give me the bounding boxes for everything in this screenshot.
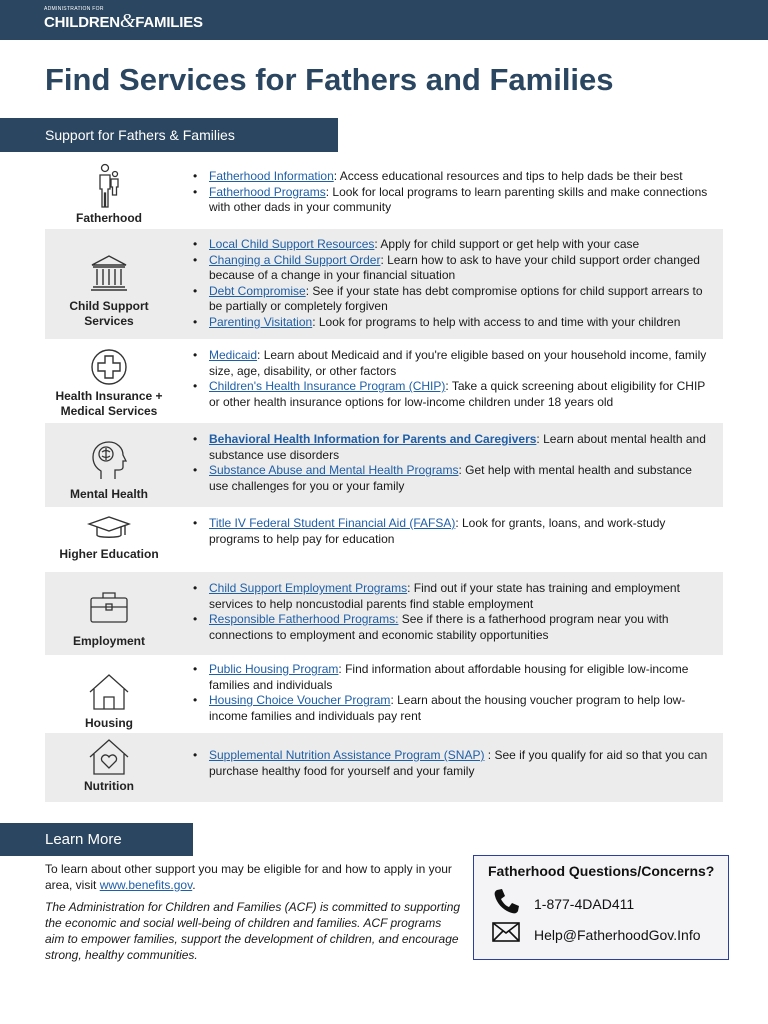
category-row-child-support [45, 229, 723, 339]
house-icon [45, 673, 173, 711]
list-item: • Public Housing Program: Find information about affordable housing for eligible low-income families and individuals [193, 662, 713, 693]
category-row-mental-health [45, 423, 723, 507]
category-row-nutrition [45, 733, 723, 802]
category-links [193, 581, 713, 643]
father-child-icon [45, 163, 173, 209]
list-item: • Responsible Fatherhood Programs: See if there is a fatherhood program near you with connections to employment and economic stability opportunities [193, 612, 713, 643]
list-item: • Supplemental Nutrition Assistance Program (SNAP) : See if you qualify for aid so that you can purchase healthy food for yourself and your family [193, 748, 713, 779]
local-child-support-link[interactable]: Local Child Support Resources [209, 237, 375, 251]
fatherhood-programs-link[interactable]: Fatherhood Programs [209, 184, 326, 199]
list-item: • Housing Choice Voucher Program: Learn about the housing voucher program to help low-income families and individuals pay rent [193, 693, 713, 724]
list-item: • Children's Health Insurance Program (CHIP): Take a quick screening about eligibility for CHIP or other health insurance options for low-income children under 18 years old [193, 379, 713, 410]
parenting-visitation-link[interactable]: Parenting Visitation [209, 314, 313, 329]
debt-compromise-link[interactable]: Debt Compromise [209, 283, 306, 298]
briefcase-icon [45, 590, 173, 624]
medical-cross-icon [45, 347, 173, 387]
category-links [193, 516, 713, 547]
category-label: Health Insurance + Medical Services [55, 389, 163, 418]
medicaid-link[interactable]: Medicaid [209, 348, 258, 362]
category-links [193, 169, 713, 216]
category-row-health [45, 339, 723, 423]
category-links [193, 348, 713, 410]
snap-link[interactable]: Supplemental Nutrition Assistance Program (SNAP) [209, 748, 485, 762]
contact-title: Fatherhood Questions/Concerns? [488, 863, 715, 879]
category-label: Fatherhood [76, 211, 142, 225]
list-item: • Local Child Support Resources: Apply for child support or get help with your case [193, 237, 713, 253]
learn-more-heading: Learn More [0, 823, 193, 856]
employment-programs-link[interactable]: Child Support Employment Programs [209, 581, 408, 595]
house-heart-icon [45, 738, 173, 776]
category-label: Nutrition [84, 779, 134, 793]
category-links [193, 237, 713, 331]
acf-logo[interactable] [44, 6, 203, 32]
category-row-fatherhood [45, 157, 723, 229]
contact-phone[interactable] [492, 888, 634, 919]
fatherhood-information-link[interactable]: Fatherhood Information [209, 169, 334, 183]
category-row-higher-education [45, 507, 723, 572]
list-item: • Behavioral Health Information for Parents and Caregivers: Learn about mental health and substance use disorders [193, 432, 713, 463]
phone-number[interactable]: 1-877-4DAD411 [534, 895, 635, 912]
list-item: • Medicaid: Learn about Medicaid and if you're eligible based on your household income, family size, age, disability, or other factors [193, 348, 713, 379]
list-item: • Debt Compromise: See if your state has debt compromise options for child support arrears to be partially or completely forgiven [193, 284, 713, 315]
behavioral-health-link[interactable]: Behavioral Health Information for Parents and Caregivers [209, 432, 537, 446]
category-label: Employment [72, 634, 145, 648]
phone-icon [492, 888, 520, 919]
category-label: Child Support Services [69, 299, 149, 328]
services-table [45, 157, 723, 802]
envelope-icon [492, 922, 520, 947]
graduation-cap-icon [45, 515, 173, 543]
category-links [193, 662, 713, 724]
learn-more-paragraph: To learn about other support you may be eligible for and how to apply in your area, visit www.benefits.gov. [45, 862, 452, 892]
category-label: Higher Education [59, 547, 159, 561]
list-item: • Title IV Federal Student Financial Aid (FAFSA): Look for grants, loans, and work-study programs to help pay for education [193, 516, 713, 547]
support-section-heading: Support for Fathers & Families [0, 118, 338, 152]
learn-more-text [45, 861, 463, 963]
samhsa-programs-link[interactable]: Substance Abuse and Mental Health Programs [209, 463, 459, 478]
list-item: • Fatherhood Information: Access educational resources and tips to help dads be their best [193, 169, 713, 185]
category-row-employment [45, 572, 723, 655]
responsible-fatherhood-link[interactable]: Responsible Fatherhood Programs: [209, 612, 399, 627]
top-banner [0, 0, 768, 40]
benefits-gov-link[interactable]: www.benefits.gov [99, 878, 193, 892]
housing-voucher-link[interactable]: Housing Choice Voucher Program [209, 693, 391, 708]
acf-mission-paragraph: The Administration for Children and Families (ACF) is committed to supporting the economic and social well-being of children and families. ACF programs aim to empower families, support the development of children, and encourage strong, healthy communities. [45, 900, 461, 962]
changing-order-link[interactable]: Changing a Child Support Order [209, 252, 381, 267]
list-item: • Child Support Employment Programs: Find out if your state has training and employment services to help noncustodial parents find stable employment [193, 581, 713, 612]
page-title: Find Services for Fathers and Families [45, 62, 614, 97]
list-item: • Substance Abuse and Mental Health Programs: Get help with mental health and substance use challenges for you or your family [193, 463, 713, 494]
category-links [193, 432, 713, 494]
category-label: Housing [85, 716, 133, 730]
category-label: Mental Health [69, 487, 148, 501]
list-item: • Fatherhood Programs: Look for local programs to learn parenting skills and make connections with other dads in your community [193, 185, 713, 216]
category-links [193, 748, 713, 779]
contact-box [473, 855, 729, 960]
email-address[interactable]: Help@FatherhoodGov.Info [534, 926, 701, 943]
fafsa-link[interactable]: Title IV Federal Student Financial Aid (FAFSA) [209, 516, 456, 530]
courthouse-icon [45, 253, 173, 293]
list-item: • Changing a Child Support Order: Learn how to ask to have your child support order changed because of a change in your financial situation [193, 253, 713, 284]
contact-email[interactable] [492, 922, 701, 947]
public-housing-link[interactable]: Public Housing Program [209, 662, 339, 676]
chip-link[interactable]: Children's Health Insurance Program (CHIP) [209, 379, 446, 394]
list-item: • Parenting Visitation: Look for programs to help with access to and time with your children [193, 315, 713, 331]
head-brain-icon [45, 439, 173, 481]
logo-small-text: ADMINISTRATION FOR [44, 6, 104, 12]
category-row-housing [45, 655, 723, 733]
logo-main-text: CHILDREN&FAMILIES [44, 10, 203, 32]
